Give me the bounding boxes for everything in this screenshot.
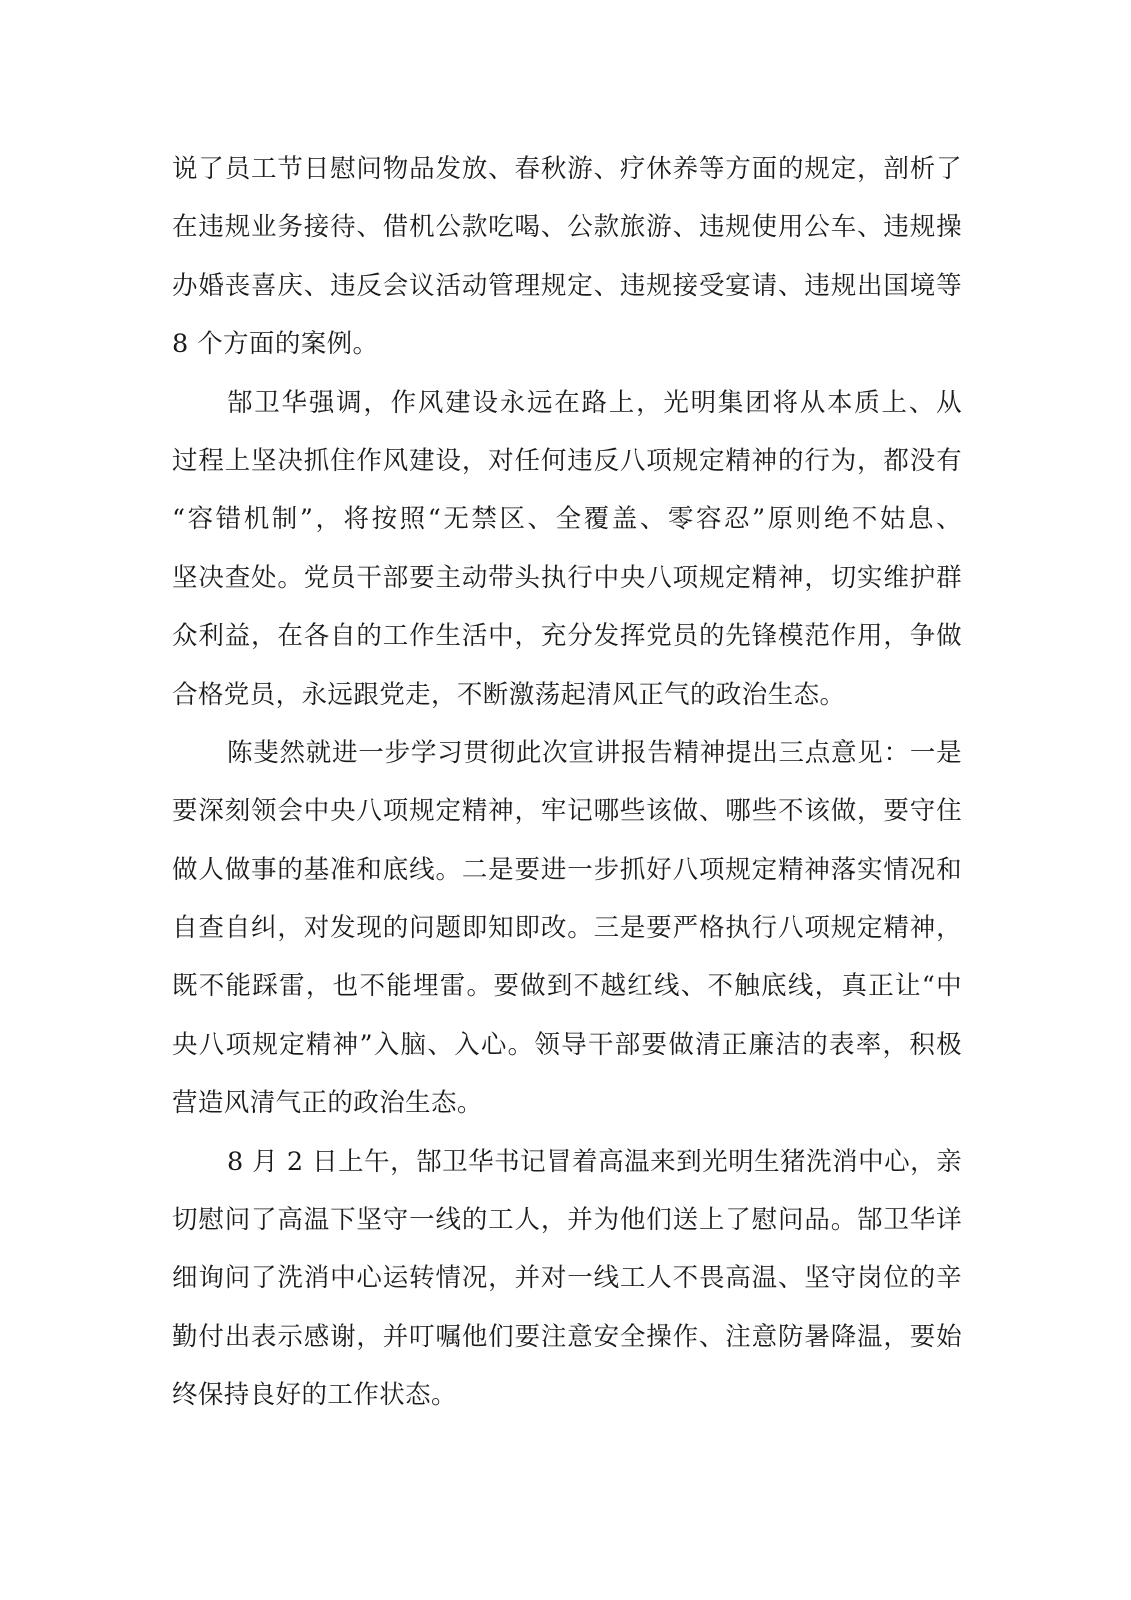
text-line: 合格党员，永远跟党走，不断激荡起清风正气的政治生态。: [172, 679, 846, 710]
text-line: 要深刻领会中央八项规定精神，牢记哪些该做、哪些不该做，要守住: [172, 796, 962, 827]
body-text: [172, 140, 962, 1425]
text-line: 办婚丧喜庆、违反会议活动管理规定、违规接受宴请、违规出国境等: [172, 270, 962, 301]
text-line: “容错机制”，将按照“无禁区、全覆盖、零容忍”原则绝不姑息、: [172, 504, 962, 535]
text-line: 既不能踩雷，也不能埋雷。要做到不越红线、不触底线，真正让“中: [172, 971, 962, 1002]
text-line: 勤付出表示感谢，并叮嘱他们要注意安全操作、注意防暑降温，要始: [172, 1321, 962, 1352]
text-line: 央八项规定精神”入脑、入心。领导干部要做清正廉洁的表率，积极: [172, 1029, 962, 1060]
text-line: 自查自纠，对发现的问题即知即改。三是要严格执行八项规定精神，: [172, 913, 962, 944]
text-line: 坚决查处。党员干部要主动带头执行中央八项规定精神，切实维护群: [172, 562, 962, 593]
text-line: 细询问了洗消中心运转情况，并对一线工人不畏高温、坚守岗位的辛: [172, 1263, 962, 1294]
paragraph-first-line: 郜卫华强调，作风建设永远在路上，光明集团将从本质上、从: [227, 387, 962, 418]
text-line: 过程上坚决抓住作风建设，对任何违反八项规定精神的行为，都没有: [172, 445, 962, 476]
text-line: 在违规业务接待、借机公款吃喝、公款旅游、违规使用公车、违规操: [172, 212, 962, 243]
text-line: 8 个方面的案例。: [172, 329, 379, 360]
text-line: 说了员工节日慰问物品发放、春秋游、疗休养等方面的规定，剖析了: [172, 154, 962, 184]
paragraph-first-line: 8 月 2 日上午，郜卫华书记冒着高温来到光明生猪洗消中心，亲: [227, 1146, 962, 1177]
text-line: 营造风清气正的政治生态。: [172, 1088, 483, 1119]
paragraph-first-line: 陈斐然就进一步学习贯彻此次宣讲报告精神提出三点意见：一是: [227, 737, 962, 768]
text-line: 众利益，在各自的工作生活中，充分发挥党员的先锋模范作用，争做: [172, 621, 962, 652]
text-line: 切慰问了高温下坚守一线的工人，并为他们送上了慰问品。郜卫华详: [172, 1205, 962, 1236]
text-line: 做人做事的基准和底线。二是要进一步抓好八项规定精神落实情况和: [172, 854, 962, 885]
text-line: 终保持良好的工作状态。: [172, 1380, 457, 1411]
